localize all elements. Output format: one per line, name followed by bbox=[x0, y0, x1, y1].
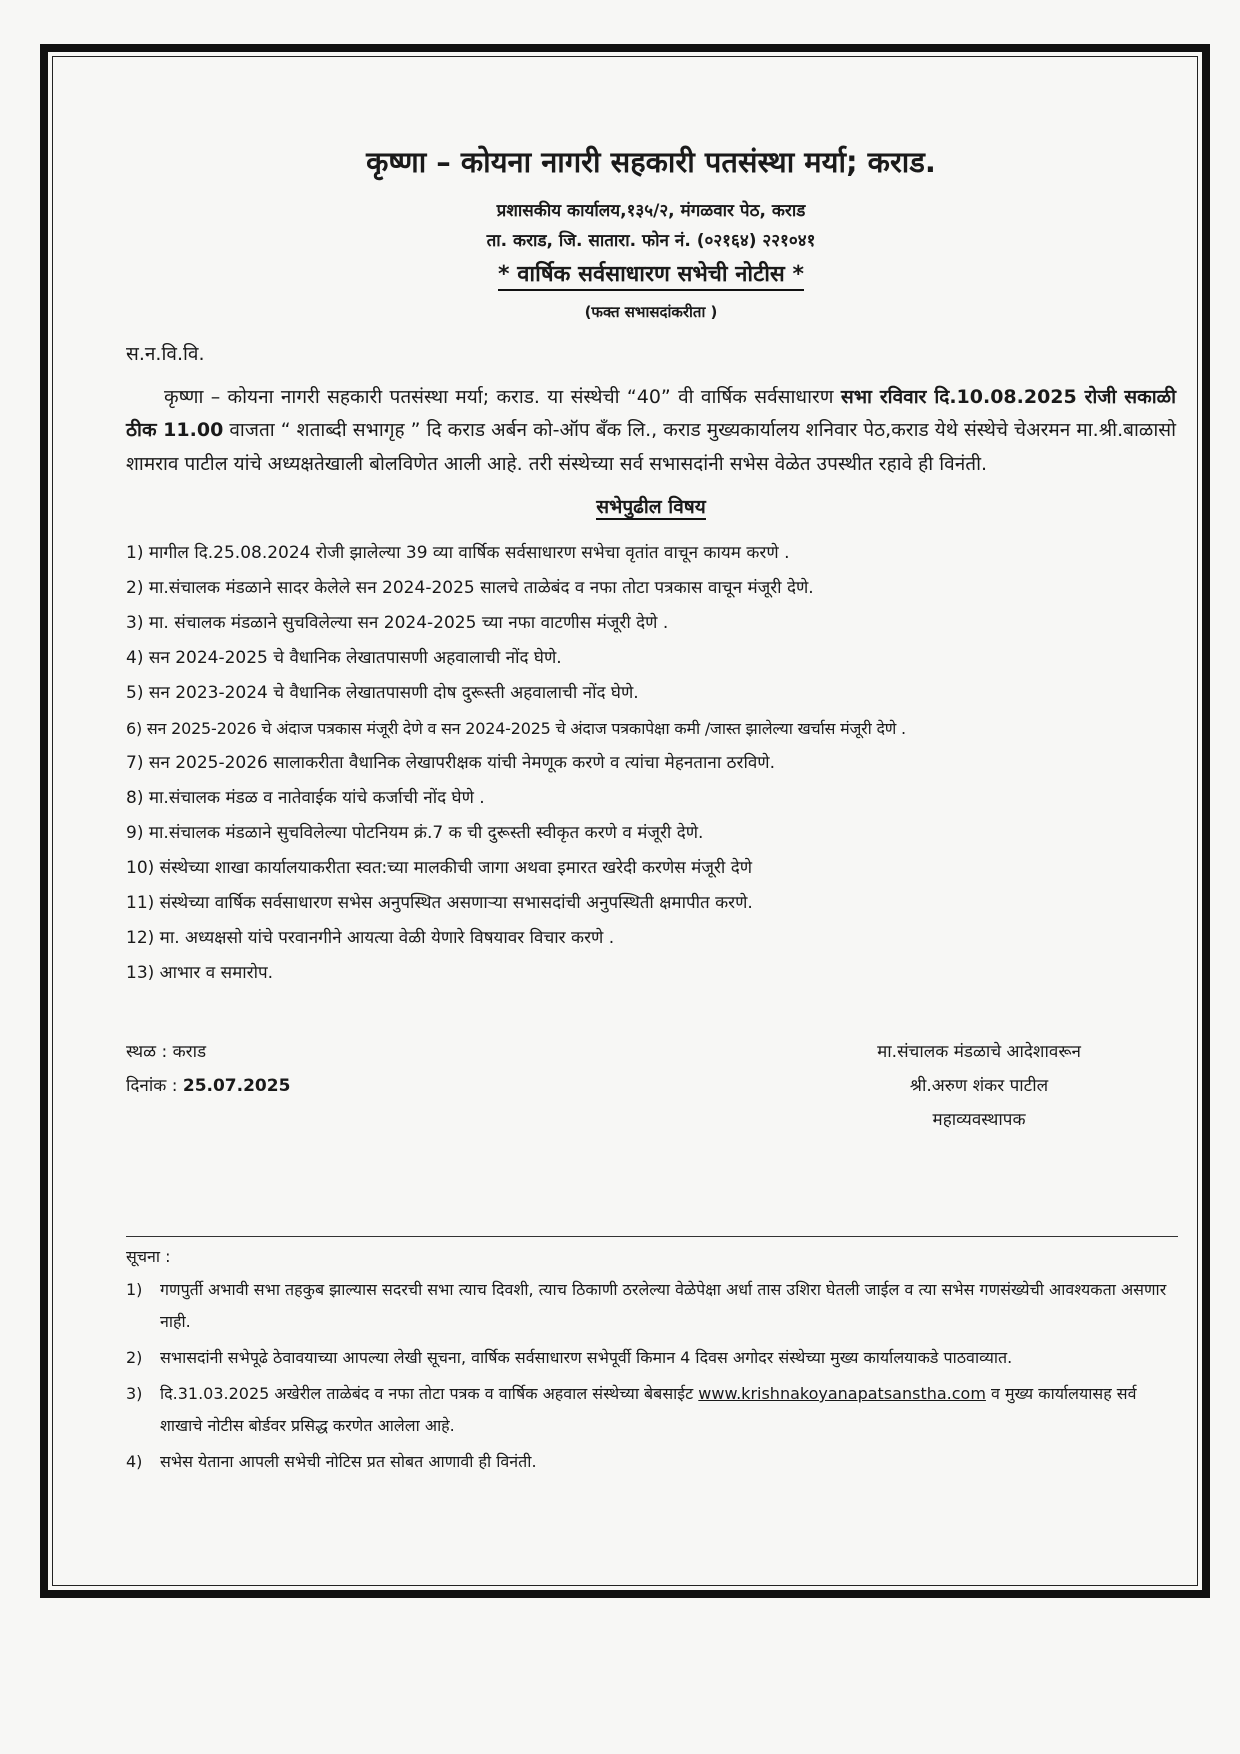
order-line: मा.संचालक मंडळाचे आदेशावरून bbox=[877, 1042, 1081, 1063]
notes-list bbox=[126, 1274, 1178, 1478]
agenda-item: 9) मा.संचालक मंडळाने सुचविलेल्या पोटनियम क्रं.7 क ची दुरूस्ती स्वीकृत करणे व मंजूरी देणे. bbox=[126, 823, 704, 844]
note-item: 1) गणपुर्ती अभावी सभा तहकुब झाल्यास सदरची सभा त्याच दिवशी, त्याच ठिकाणी ठरलेल्या वेळेपेक्षा अर्धा तास उशिरा घेतली जाईल व त्या सभेस गणसंख्येची आवश्यकता असणार नाही. bbox=[126, 1280, 1167, 1331]
intro-paragraph: कृष्णा – कोयना नागरी सहकारी पतसंस्था मर्या; कराड. या संस्थेची “40” वी वार्षिक सर्वसाधारण सभा रविवार दि.10.08.2025 रोजी सकाळी ठीक 11.00 वाजता “ शताब्दी सभागृह ” दि कराड अर्बन को-ऑप बँक लि., कराड मुख्यकार्यालय शनिवार पेठ,कराड येथे संस्थेचे चेअरमन मा.श्री.बाळासो शामराव पाटील यांचे अध्यक्षतेखाली बोलविणेत आली आहे. तरी संस्थेच्या सर्व सभासदांनी सभेस वेळेत उपस्थीत रहावे ही विनंती. bbox=[126, 386, 1177, 475]
office-contact: ता. कराड, जि. सातारा. फोन नं. (०२१६४) २२१०४१ bbox=[486, 230, 816, 251]
agenda-item: 7) सन 2025-2026 सालाकरीता वैधानिक लेखापरीक्षक यांची नेमणूक करणे व त्यांचा मेहनताना ठरविणे. bbox=[126, 753, 776, 774]
place-label: स्थळ : कराड bbox=[126, 1042, 207, 1063]
notice-subtitle: (फक्त सभासदांकरीता ) bbox=[584, 302, 718, 321]
signatory-block bbox=[877, 1035, 1081, 1137]
agenda-item: 4) सन 2024-2025 चे वैधानिक लेखातपासणी अहवालाची नोंद घेणे. bbox=[126, 648, 562, 669]
agenda-item: 13) आभार व समारोप. bbox=[126, 963, 274, 984]
notice-date: 25.07.2025 bbox=[182, 1076, 291, 1097]
notes-title: सूचना : bbox=[126, 1247, 171, 1266]
agenda-item: 3) मा. संचालक मंडळाने सुचविलेल्या सन 2024-2025 च्या नफा वाटणीस मंजूरी देणे . bbox=[126, 613, 669, 634]
notes-section bbox=[126, 1244, 1178, 1482]
agenda-list bbox=[126, 536, 1176, 991]
agenda-item: 10) संस्थेच्या शाखा कार्यालयाकरीता स्वत:च्या मालकीची जागा अथवा इमारत खरेदी करणेस मंजूरी देणे bbox=[126, 858, 753, 879]
place-date bbox=[126, 1035, 290, 1103]
notice-body bbox=[126, 140, 1176, 1145]
note-item: 4) सभेस येताना आपली सभेची नोटिस प्रत सोबत आणावी ही विनंती. bbox=[126, 1452, 537, 1471]
notice-title: * वार्षिक सर्वसाधारण सभेची नोटीस * bbox=[126, 258, 1176, 292]
agenda-heading: सभेपुढील विषय bbox=[596, 495, 706, 518]
date-line: दिनांक : 25.07.2025 bbox=[126, 1076, 291, 1097]
signatory-designation: महाव्यवस्थापक bbox=[932, 1110, 1026, 1131]
salutation: स.न.वि.वि. bbox=[126, 342, 205, 365]
agenda-item: 2) मा.संचालक मंडळाने सादर केलेले सन 2024-2025 सालचे ताळेबंद व नफा तोटा पत्रकास वाचून मंजूरी देणे. bbox=[126, 578, 814, 599]
agenda-item: 12) मा. अध्यक्षसो यांचे परवानगीने आयत्या वेळी येणारे विषयावर विचार करणे . bbox=[126, 928, 615, 949]
divider bbox=[126, 1236, 1178, 1237]
note-item: 2) सभासदांनी सभेपूढे ठेवावयाच्या आपल्या लेखी सूचना, वार्षिक सर्वसाधारण सभेपूर्वी किमान 4 दिवस अगोदर संस्थेच्या मुख्य कार्यालयाकडे पाठवाव्यात. bbox=[126, 1348, 1013, 1367]
note-item: 3) दि.31.03.2025 अखेरील ताळेबंद व नफा तोटा पत्रक व वार्षिक अहवाल संस्थेच्या बेबसाईट www.krishnakoyanapatsanstha.com व मुख्य कार्यालयासह सर्व शाखाचे नोटीस बोर्डवर प्रसिद्ध करणेत आलेला आहे. bbox=[126, 1384, 1137, 1435]
website-link[interactable]: www.krishnakoyanapatsanstha.com bbox=[698, 1384, 986, 1403]
agenda-item: 8) मा.संचालक मंडळ व नातेवाईक यांचे कर्जाची नोंद घेणे . bbox=[126, 788, 485, 809]
agenda-item: 11) संस्थेच्या वार्षिक सर्वसाधारण सभेस अनुपस्थित असणाऱ्या सभासदांची अनुपस्थिती क्षमापीत करणे. bbox=[126, 893, 753, 914]
agenda-item: 6) सन 2025-2026 चे अंदाज पत्रकास मंजूरी देणे व सन 2024-2025 चे अंदाज पत्रकापेक्षा कमी /जास्त झालेल्या खर्चास मंजूरी देणे . bbox=[126, 719, 906, 739]
organization-title: कृष्णा – कोयना नागरी सहकारी पतसंस्था मर्या; कराड. bbox=[366, 145, 936, 179]
signature-block bbox=[126, 1035, 1176, 1145]
signatory-name: श्री.अरुण शंकर पाटील bbox=[909, 1076, 1049, 1097]
agenda-item: 5) सन 2023-2024 चे वैधानिक लेखातपासणी दोष दुरूस्ती अहवालाची नोंद घेणे. bbox=[126, 683, 639, 704]
meeting-datetime: सभा रविवार दि.10.08.2025 रोजी सकाळी ठीक 11.00 bbox=[126, 386, 1176, 442]
agenda-item: 1) मागील दि.25.08.2024 रोजी झालेल्या 39 व्या वार्षिक सर्वसाधारण सभेचा वृतांत वाचून कायम करणे . bbox=[126, 543, 790, 564]
office-address: प्रशासकीय कार्यालय,१३५/२, मंगळवार पेठ, कराड bbox=[496, 200, 806, 221]
